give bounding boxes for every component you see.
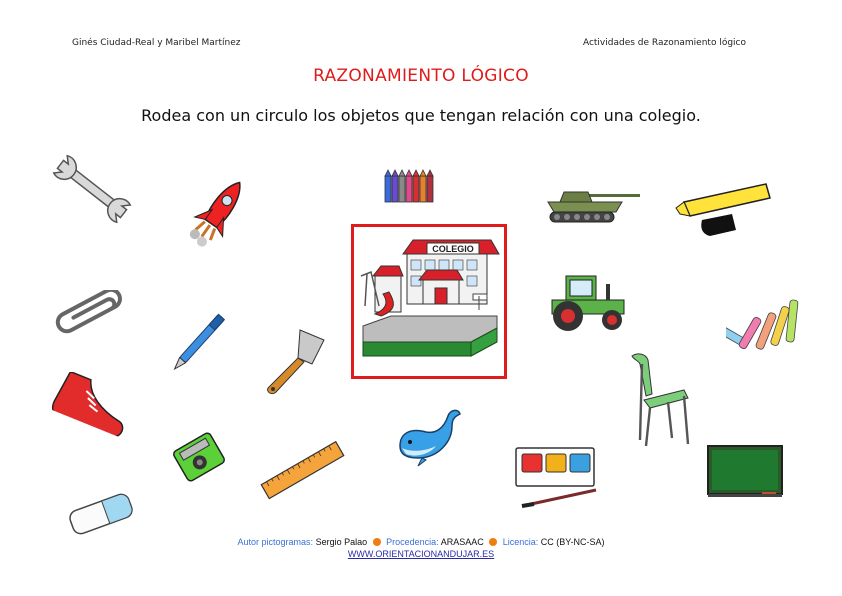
spatula-icon[interactable] (260, 326, 328, 400)
ruler-icon[interactable] (258, 438, 348, 504)
chalk-icon[interactable] (726, 296, 802, 358)
tractor-icon[interactable] (546, 270, 630, 334)
crayons-icon[interactable] (382, 168, 438, 206)
author-name: Sergio Palao (315, 537, 368, 547)
blackboard-icon[interactable] (706, 444, 784, 500)
instruction-text: Rodea con un circulo los objetos que tengan relación con una colegio. (141, 106, 701, 125)
sharpener-icon[interactable] (170, 428, 228, 486)
rocket-icon[interactable] (188, 172, 250, 252)
pen-icon[interactable] (166, 306, 230, 380)
separator-dot-icon (373, 538, 381, 546)
license-name: CC (BY-NC-SA) (540, 537, 605, 547)
wrench-icon[interactable] (48, 148, 136, 230)
separator-dot-icon (489, 538, 497, 546)
school-sign: COLEGIO (432, 244, 474, 254)
watercolors-icon[interactable] (512, 446, 600, 508)
school-image[interactable] (351, 224, 507, 379)
whale-icon[interactable] (394, 402, 464, 470)
header-subject: Actividades de Razonamiento lógico (582, 38, 746, 48)
paperclip-icon[interactable] (54, 290, 134, 346)
eraser-icon[interactable] (66, 490, 136, 538)
chair-icon[interactable] (628, 350, 692, 448)
credits-footer (0, 536, 842, 560)
website-link[interactable]: WWW.ORIENTACIONANDUJAR.ES (347, 549, 495, 559)
highlighter-icon[interactable] (674, 176, 776, 240)
source-label: Procedencia: (386, 537, 439, 547)
page-title: RAZONAMIENTO LÓGICO (313, 66, 529, 86)
license-label: Licencia: (502, 537, 539, 547)
source-name: ARASAAC (440, 537, 484, 547)
shoe-icon[interactable] (50, 372, 132, 446)
tank-icon[interactable] (542, 188, 642, 226)
author-label: Autor pictogramas: (237, 537, 314, 547)
header-authors: Ginés Ciudad-Real y Maribel Martínez (72, 38, 241, 48)
